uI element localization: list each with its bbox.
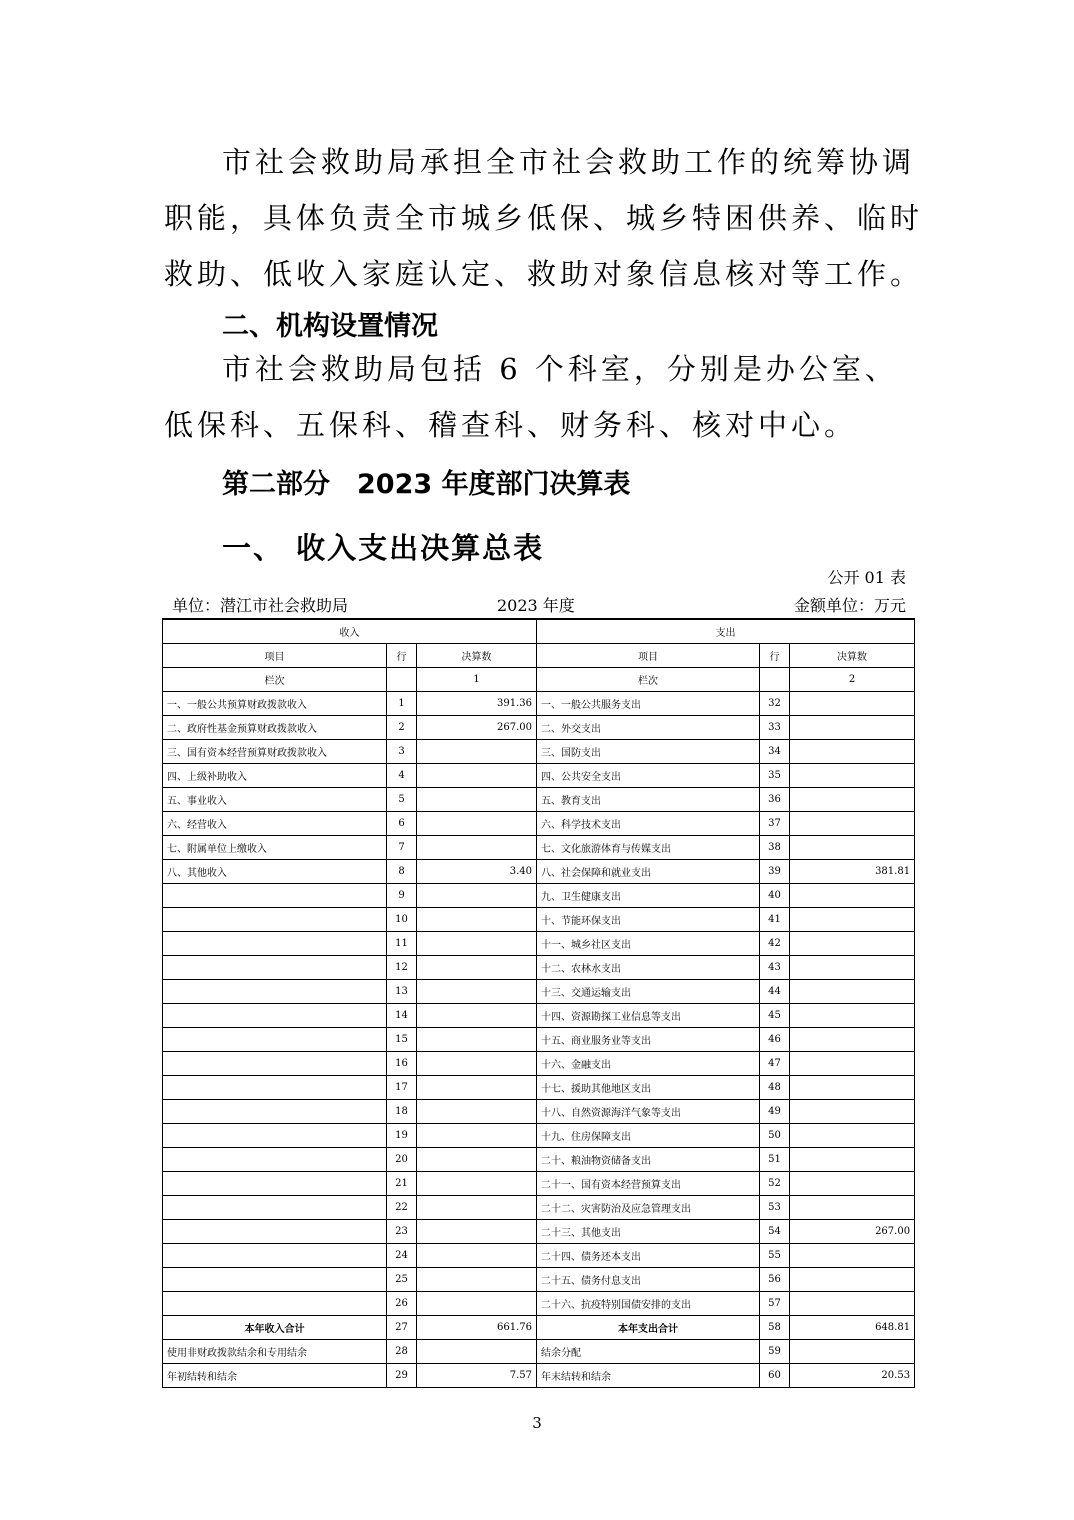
- expense-row-number-cell: 35: [760, 764, 790, 788]
- income-amount-cell: [417, 1124, 537, 1148]
- income-item-cell: [163, 980, 387, 1004]
- expense-row-number-cell: 58: [760, 1316, 790, 1340]
- expense-item-cell: 二十、粮油物资储备支出: [537, 1148, 760, 1172]
- expense-amount-cell: [790, 812, 915, 836]
- income-item-cell: 三、国有资本经营预算财政拨款收入: [163, 740, 387, 764]
- income-amount-cell: [417, 788, 537, 812]
- income-row-number-cell: 6: [387, 812, 417, 836]
- income-item-cell: [163, 1292, 387, 1316]
- table-title: 一、 收入支出决算总表: [222, 531, 545, 565]
- col-num-income: 1: [417, 668, 537, 692]
- income-item-cell: [163, 1028, 387, 1052]
- income-amount-cell: [417, 1148, 537, 1172]
- income-amount-cell: [417, 1244, 537, 1268]
- income-row-number-cell: 16: [387, 1052, 417, 1076]
- expense-item-cell: 十七、援助其他地区支出: [537, 1076, 760, 1100]
- section-heading-org: 二、机构设置情况: [222, 311, 438, 342]
- income-row-number-cell: 18: [387, 1100, 417, 1124]
- income-row-number-cell: 13: [387, 980, 417, 1004]
- income-amount-cell: [417, 740, 537, 764]
- expense-amount-cell: [790, 764, 915, 788]
- table-row: [163, 1268, 915, 1292]
- income-expense-table: [162, 618, 915, 1388]
- table-row: [163, 956, 915, 980]
- income-item-cell: [163, 1100, 387, 1124]
- expense-item-cell: 九、卫生健康支出: [537, 884, 760, 908]
- income-amount-cell: [417, 932, 537, 956]
- income-item-cell: 七、附属单位上缴收入: [163, 836, 387, 860]
- table-row: [163, 908, 915, 932]
- table-code: 公开 01 表: [827, 568, 906, 587]
- expense-item-cell: 十四、资源勘探工业信息等支出: [537, 1004, 760, 1028]
- table-row: [163, 1148, 915, 1172]
- expense-amount-cell: [790, 1100, 915, 1124]
- expense-row-number-cell: 46: [760, 1028, 790, 1052]
- table-row: [163, 740, 915, 764]
- expense-item-cell: 年末结转和结余: [537, 1364, 760, 1388]
- expense-item-cell: 四、公共安全支出: [537, 764, 760, 788]
- expense-amount-cell: [790, 1148, 915, 1172]
- income-row-number-cell: 27: [387, 1316, 417, 1340]
- expense-amount-cell: [790, 740, 915, 764]
- income-amount-cell: [417, 1052, 537, 1076]
- income-item-cell: 八、其他收入: [163, 860, 387, 884]
- table-row: [163, 716, 915, 740]
- part-title: 第二部分 2023 年度部门决算表: [222, 469, 631, 500]
- expense-row-number-cell: 47: [760, 1052, 790, 1076]
- expense-item-cell: 二十一、国有资本经营预算支出: [537, 1172, 760, 1196]
- income-row-number-cell: 12: [387, 956, 417, 980]
- expense-amount-cell: [790, 956, 915, 980]
- expense-item-cell: 十三、交通运输支出: [537, 980, 760, 1004]
- col-item-income: 项目: [163, 644, 387, 668]
- expense-amount-cell: [790, 1028, 915, 1052]
- table-row: [163, 1124, 915, 1148]
- expense-row-number-cell: 52: [760, 1172, 790, 1196]
- expense-amount-cell: 381.81: [790, 860, 915, 884]
- income-row-number-cell: 5: [387, 788, 417, 812]
- income-row-number-cell: 8: [387, 860, 417, 884]
- expense-item-cell: 五、教育支出: [537, 788, 760, 812]
- table-row: [163, 1220, 915, 1244]
- table-row: [163, 1292, 915, 1316]
- col-row-income: 行: [387, 644, 417, 668]
- income-amount-cell: [417, 1220, 537, 1244]
- expense-amount-cell: [790, 980, 915, 1004]
- expense-row-number-cell: 48: [760, 1076, 790, 1100]
- col-row-expense: 行: [760, 644, 790, 668]
- income-amount-cell: [417, 1268, 537, 1292]
- income-amount-cell: 267.00: [417, 716, 537, 740]
- expense-item-cell: 本年支出合计: [537, 1316, 760, 1340]
- expense-amount-cell: 20.53: [790, 1364, 915, 1388]
- table-row: [163, 836, 915, 860]
- expense-item-cell: 二十四、债务还本支出: [537, 1244, 760, 1268]
- expense-item-cell: 二十三、其他支出: [537, 1220, 760, 1244]
- expense-amount-cell: [790, 932, 915, 956]
- expense-row-number-cell: 38: [760, 836, 790, 860]
- expense-item-cell: 二十五、债务付息支出: [537, 1268, 760, 1292]
- table-row: [163, 1364, 915, 1388]
- expense-item-cell: 二、外交支出: [537, 716, 760, 740]
- table-row: [163, 812, 915, 836]
- expense-amount-cell: 267.00: [790, 1220, 915, 1244]
- table-row: [163, 1004, 915, 1028]
- income-item-cell: [163, 1052, 387, 1076]
- income-row-number-cell: 21: [387, 1172, 417, 1196]
- expense-header: 支出: [537, 619, 915, 644]
- income-item-cell: 四、上级补助收入: [163, 764, 387, 788]
- expense-row-number-cell: 50: [760, 1124, 790, 1148]
- income-amount-cell: 3.40: [417, 860, 537, 884]
- income-row-number-cell: 9: [387, 884, 417, 908]
- income-amount-cell: [417, 836, 537, 860]
- income-row-number-cell: 15: [387, 1028, 417, 1052]
- expense-row-number-cell: 40: [760, 884, 790, 908]
- expense-row-number-cell: 36: [760, 788, 790, 812]
- expense-item-cell: 十五、商业服务业等支出: [537, 1028, 760, 1052]
- col-amount-expense: 决算数: [790, 644, 915, 668]
- income-row-number-cell: 11: [387, 932, 417, 956]
- expense-row-number-cell: 59: [760, 1340, 790, 1364]
- income-row-number-cell: 29: [387, 1364, 417, 1388]
- income-amount-cell: [417, 1004, 537, 1028]
- table-row: [163, 1316, 915, 1340]
- income-amount-cell: [417, 908, 537, 932]
- expense-row-number-cell: 33: [760, 716, 790, 740]
- expense-amount-cell: [790, 1244, 915, 1268]
- income-row-number-cell: 2: [387, 716, 417, 740]
- table-row: [163, 1196, 915, 1220]
- income-row-number-cell: 19: [387, 1124, 417, 1148]
- intro-paragraph: 市社会救助局承担全市社会救助工作的统筹协调职能，具体负责全市城乡低保、城乡特困供养、临时救助、低收入家庭认定、救助对象信息核对等工作。: [164, 145, 924, 291]
- income-row-number-cell: 20: [387, 1148, 417, 1172]
- income-item-cell: [163, 1244, 387, 1268]
- income-amount-cell: 661.76: [417, 1316, 537, 1340]
- org-paragraph: 市社会救助局包括 6 个科室，分别是办公室、低保科、五保科、稽查科、财务科、核对中心。: [164, 352, 898, 442]
- expense-item-cell: 三、国防支出: [537, 740, 760, 764]
- table-row: [163, 860, 915, 884]
- expense-row-number-cell: 53: [760, 1196, 790, 1220]
- expense-amount-cell: [790, 1268, 915, 1292]
- income-item-cell: 二、政府性基金预算财政拨款收入: [163, 716, 387, 740]
- expense-row-number-cell: 54: [760, 1220, 790, 1244]
- income-row-number-cell: 26: [387, 1292, 417, 1316]
- income-item-cell: 本年收入合计: [163, 1316, 387, 1340]
- income-amount-cell: [417, 1028, 537, 1052]
- table-row: [163, 692, 915, 716]
- table-row: [163, 1172, 915, 1196]
- income-amount-cell: [417, 980, 537, 1004]
- expense-item-cell: 二十六、抗疫特别国债安排的支出: [537, 1292, 760, 1316]
- expense-item-cell: 十二、农林水支出: [537, 956, 760, 980]
- currency-label: 金额单位：万元: [793, 596, 906, 615]
- col-num-expense: 2: [790, 668, 915, 692]
- income-row-number-cell: 10: [387, 908, 417, 932]
- expense-row-number-cell: 34: [760, 740, 790, 764]
- table-row: [163, 764, 915, 788]
- expense-row-number-cell: 39: [760, 860, 790, 884]
- expense-item-cell: 十一、城乡社区支出: [537, 932, 760, 956]
- income-item-cell: [163, 908, 387, 932]
- income-item-cell: [163, 1172, 387, 1196]
- income-amount-cell: [417, 812, 537, 836]
- table-row: [163, 1244, 915, 1268]
- expense-amount-cell: [790, 1196, 915, 1220]
- expense-amount-cell: [790, 1004, 915, 1028]
- income-row-number-cell: 1: [387, 692, 417, 716]
- expense-item-cell: 一、一般公共服务支出: [537, 692, 760, 716]
- table-row: [163, 1076, 915, 1100]
- income-amount-cell: [417, 1172, 537, 1196]
- col-item-expense: 项目: [537, 644, 760, 668]
- income-header: 收入: [163, 619, 537, 644]
- year-label: 2023 年度: [497, 596, 575, 615]
- income-item-cell: 年初结转和结余: [163, 1364, 387, 1388]
- expense-row-number-cell: 41: [760, 908, 790, 932]
- table-row: [163, 1028, 915, 1052]
- table-row: [163, 1052, 915, 1076]
- expense-amount-cell: [790, 1340, 915, 1364]
- income-item-cell: 使用非财政拨款结余和专用结余: [163, 1340, 387, 1364]
- unit-label: 单位：潜江市社会救助局: [172, 596, 349, 615]
- income-item-cell: 一、一般公共预算财政拨款收入: [163, 692, 387, 716]
- income-item-cell: [163, 1220, 387, 1244]
- expense-row-number-cell: 42: [760, 932, 790, 956]
- expense-row-number-cell: 55: [760, 1244, 790, 1268]
- income-amount-cell: 7.57: [417, 1364, 537, 1388]
- income-row-number-cell: 17: [387, 1076, 417, 1100]
- empty-cell: [760, 668, 790, 692]
- income-item-cell: 六、经营收入: [163, 812, 387, 836]
- income-amount-cell: [417, 1076, 537, 1100]
- expense-item-cell: 十九、住房保障支出: [537, 1124, 760, 1148]
- expense-amount-cell: [790, 1172, 915, 1196]
- table-row: [163, 1100, 915, 1124]
- expense-amount-cell: [790, 692, 915, 716]
- expense-amount-cell: [790, 1124, 915, 1148]
- expense-row-number-cell: 32: [760, 692, 790, 716]
- income-row-number-cell: 3: [387, 740, 417, 764]
- expense-amount-cell: [790, 1076, 915, 1100]
- expense-item-cell: 二十二、灾害防治及应急管理支出: [537, 1196, 760, 1220]
- expense-amount-cell: [790, 836, 915, 860]
- expense-item-cell: 八、社会保障和就业支出: [537, 860, 760, 884]
- income-item-cell: [163, 932, 387, 956]
- page-number: 3: [532, 1414, 542, 1432]
- col-label-expense: 栏次: [537, 668, 760, 692]
- income-amount-cell: [417, 1292, 537, 1316]
- income-row-number-cell: 4: [387, 764, 417, 788]
- income-row-number-cell: 28: [387, 1340, 417, 1364]
- expense-amount-cell: [790, 716, 915, 740]
- income-item-cell: [163, 1148, 387, 1172]
- expense-amount-cell: 648.81: [790, 1316, 915, 1340]
- expense-row-number-cell: 43: [760, 956, 790, 980]
- income-amount-cell: [417, 956, 537, 980]
- income-item-cell: 五、事业收入: [163, 788, 387, 812]
- income-row-number-cell: 23: [387, 1220, 417, 1244]
- expense-amount-cell: [790, 884, 915, 908]
- income-row-number-cell: 14: [387, 1004, 417, 1028]
- income-amount-cell: [417, 884, 537, 908]
- expense-amount-cell: [790, 788, 915, 812]
- income-amount-cell: [417, 764, 537, 788]
- expense-row-number-cell: 51: [760, 1148, 790, 1172]
- table-row: [163, 884, 915, 908]
- income-row-number-cell: 24: [387, 1244, 417, 1268]
- empty-cell: [387, 668, 417, 692]
- table-row: [163, 932, 915, 956]
- expense-item-cell: 十六、金融支出: [537, 1052, 760, 1076]
- expense-item-cell: 十八、自然资源海洋气象等支出: [537, 1100, 760, 1124]
- income-row-number-cell: 25: [387, 1268, 417, 1292]
- expense-item-cell: 六、科学技术支出: [537, 812, 760, 836]
- expense-item-cell: 十、节能环保支出: [537, 908, 760, 932]
- table-row: [163, 788, 915, 812]
- expense-item-cell: 七、文化旅游体育与传媒支出: [537, 836, 760, 860]
- income-item-cell: [163, 1268, 387, 1292]
- income-amount-cell: [417, 1196, 537, 1220]
- income-item-cell: [163, 1196, 387, 1220]
- table-row: [163, 1340, 915, 1364]
- income-amount-cell: [417, 1100, 537, 1124]
- expense-row-number-cell: 49: [760, 1100, 790, 1124]
- income-item-cell: [163, 1124, 387, 1148]
- expense-amount-cell: [790, 1292, 915, 1316]
- income-row-number-cell: 22: [387, 1196, 417, 1220]
- income-item-cell: [163, 1004, 387, 1028]
- income-item-cell: [163, 956, 387, 980]
- col-label-income: 栏次: [163, 668, 387, 692]
- expense-amount-cell: [790, 1052, 915, 1076]
- expense-row-number-cell: 37: [760, 812, 790, 836]
- expense-row-number-cell: 45: [760, 1004, 790, 1028]
- col-amount-income: 决算数: [417, 644, 537, 668]
- income-item-cell: [163, 1076, 387, 1100]
- income-amount-cell: [417, 1340, 537, 1364]
- expense-item-cell: 结余分配: [537, 1340, 760, 1364]
- table-row: [163, 980, 915, 1004]
- expense-row-number-cell: 56: [760, 1268, 790, 1292]
- income-row-number-cell: 7: [387, 836, 417, 860]
- expense-row-number-cell: 60: [760, 1364, 790, 1388]
- expense-amount-cell: [790, 908, 915, 932]
- expense-row-number-cell: 44: [760, 980, 790, 1004]
- income-item-cell: [163, 884, 387, 908]
- expense-row-number-cell: 57: [760, 1292, 790, 1316]
- income-amount-cell: 391.36: [417, 692, 537, 716]
